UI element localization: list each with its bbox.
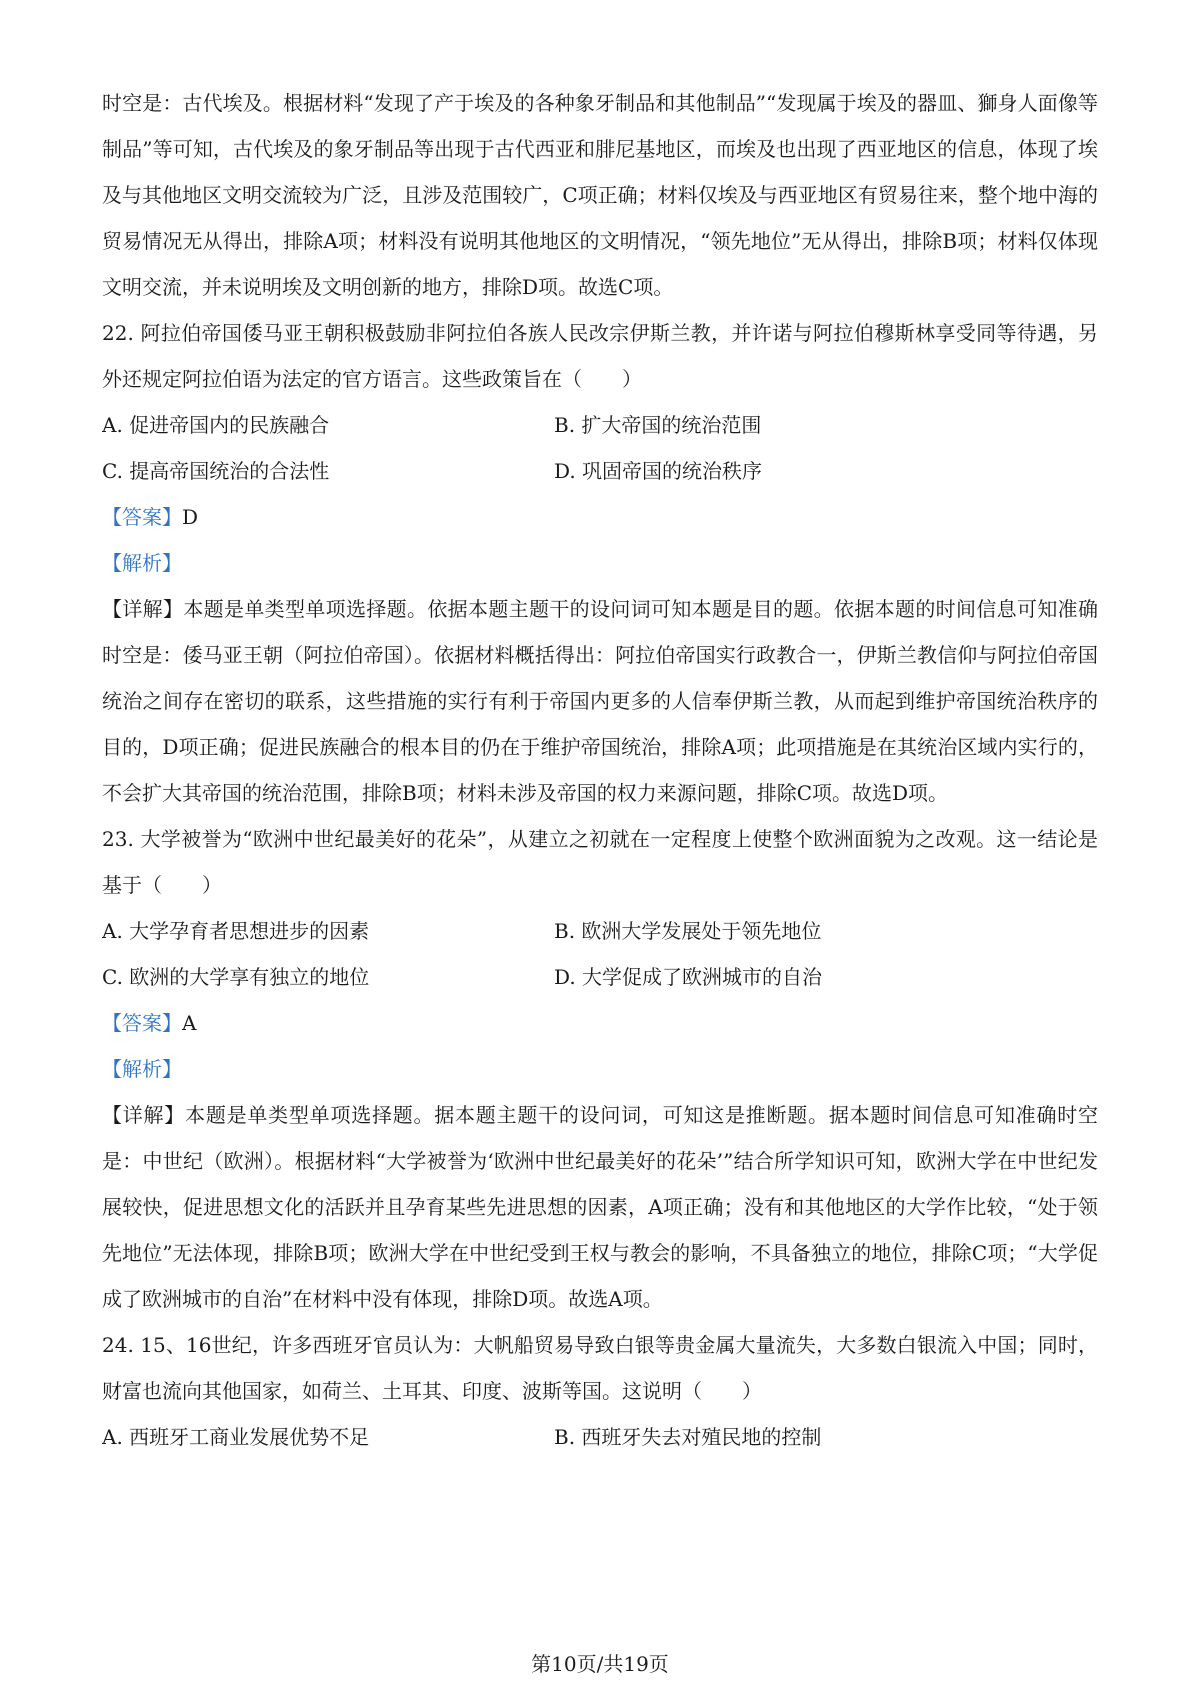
answer-line xyxy=(102,1000,1098,1046)
option-a: A. 大学孕育者思想进步的因素 xyxy=(102,919,370,943)
page-footer xyxy=(0,1650,1200,1678)
page-number-label: 第10页/共19页 xyxy=(531,1652,669,1676)
analysis-line xyxy=(102,1046,1098,1092)
detail-tag: 【详解】 xyxy=(102,1103,186,1127)
option-d: D. 巩固帝国的统治秩序 xyxy=(554,459,763,483)
option-row xyxy=(102,448,1098,494)
question-stem: 22. 阿拉伯帝国倭马亚王朝积极鼓励非阿拉伯各族人民改宗伊斯兰教，并许诺与阿拉伯穆斯林享受同等待遇，另外还规定阿拉伯语为法定的官方语言。这些政策旨在（ ） xyxy=(102,321,1098,391)
option-a: A. 促进帝国内的民族融合 xyxy=(102,413,330,437)
question-stem: 23. 大学被誉为“欧洲中世纪最美好的花朵”，从建立之初就在一定程度上使整个欧洲面貌为之改观。这一结论是基于（ ） xyxy=(102,827,1098,897)
option-b: B. 扩大帝国的统治范围 xyxy=(554,413,762,437)
option-d: D. 大学促成了欧洲城市的自治 xyxy=(554,965,823,989)
answer-tag: 【答案】 xyxy=(102,1011,182,1035)
answer-value: A xyxy=(182,1011,197,1035)
answer-line xyxy=(102,494,1098,540)
analysis-line xyxy=(102,540,1098,586)
answer-value: D xyxy=(182,505,199,529)
option-row xyxy=(102,1414,1098,1460)
previous-question-explanation: 时空是：古代埃及。根据材料“发现了产于埃及的各种象牙制品和其他制品”“发现属于埃及的器皿、獅身人面像等制品”等可知，古代埃及的象牙制品等出现于古代西亚和腓尼基地区，而埃及也出现了西亚地区的信息，体现了埃及与其他地区文明交流较为广泛，且涉及范围较广，C项正确；材料仅埃及与西亚地区有贸易往来，整个地中海的贸易情况无从得出，排除A项；材料没有说明其他地区的文明情况，“领先地位”无从得出，排除B项；材料仅体现文明交流，并未说明埃及文明创新的地方，排除D项。故选C项。 xyxy=(102,91,1098,299)
question-24 xyxy=(102,1322,1098,1460)
detail-text: 本题是单类型单项选择题。据本题主题干的设问词，可知这是推断题。据本题时间信息可知准确时空是：中世纪（欧洲）。根据材料“大学被誉为‘欧洲中世纪最美好的花朵’”结合所学知识可知，欧洲大学在中世纪发展较快，促进思想文化的活跃并且孕育某些先进思想的因素，A项正确；没有和其他地区的大学作比较，“处于领先地位”无法体现，排除B项；欧洲大学在中世纪受到王权与教会的影响，不具备独立的地位，排除C项；“大学促成了欧洲城市的自治”在材料中没有体现，排除D项。故选A项。 xyxy=(102,1103,1099,1311)
detail-explanation xyxy=(102,1092,1098,1322)
option-row xyxy=(102,402,1098,448)
option-b: B. 西班牙失去对殖民地的控制 xyxy=(554,1425,822,1449)
option-a: A. 西班牙工商业发展优势不足 xyxy=(102,1425,370,1449)
detail-explanation xyxy=(102,586,1098,816)
question-stem: 24. 15、16世纪，许多西班牙官员认为：大帆船贸易导致白银等贵金属大量流失，大多数白银流入中国；同时，财富也流向其他国家，如荷兰、土耳其、印度、波斯等国。这说明（ ） xyxy=(102,1333,1098,1403)
question-23 xyxy=(102,816,1098,1322)
option-c: C. 提高帝国统治的合法性 xyxy=(102,459,330,483)
option-row xyxy=(102,908,1098,954)
detail-text: 本题是单类型单项选择题。依据本题主题干的设问词可知本题是目的题。依据本题的时间信息可知准确时空是：倭马亚王朝（阿拉伯帝国）。依据材料概括得出：阿拉伯帝国实行政教合一，伊斯兰教信仰与阿拉伯帝国统治之间存在密切的联系，这些措施的实行有利于帝国内更多的人信奉伊斯兰教，从而起到维护帝国统治秩序的目的，D项正确；促进民族融合的根本目的仍在于维护帝国统治，排除A项；此项措施是在其统治区域内实行的，不会扩大其帝国的统治范围，排除B项；材料未涉及帝国的权力来源问题，排除C项。故选D项。 xyxy=(102,597,1099,805)
answer-tag: 【答案】 xyxy=(102,505,182,529)
option-c: C. 欧洲的大学享有独立的地位 xyxy=(102,965,370,989)
page-content xyxy=(102,80,1098,1460)
analysis-tag: 【解析】 xyxy=(102,1057,182,1081)
option-row xyxy=(102,954,1098,1000)
analysis-tag: 【解析】 xyxy=(102,551,182,575)
question-22 xyxy=(102,310,1098,816)
option-b: B. 欧洲大学发展处于领先地位 xyxy=(554,919,822,943)
detail-tag: 【详解】 xyxy=(102,597,184,621)
